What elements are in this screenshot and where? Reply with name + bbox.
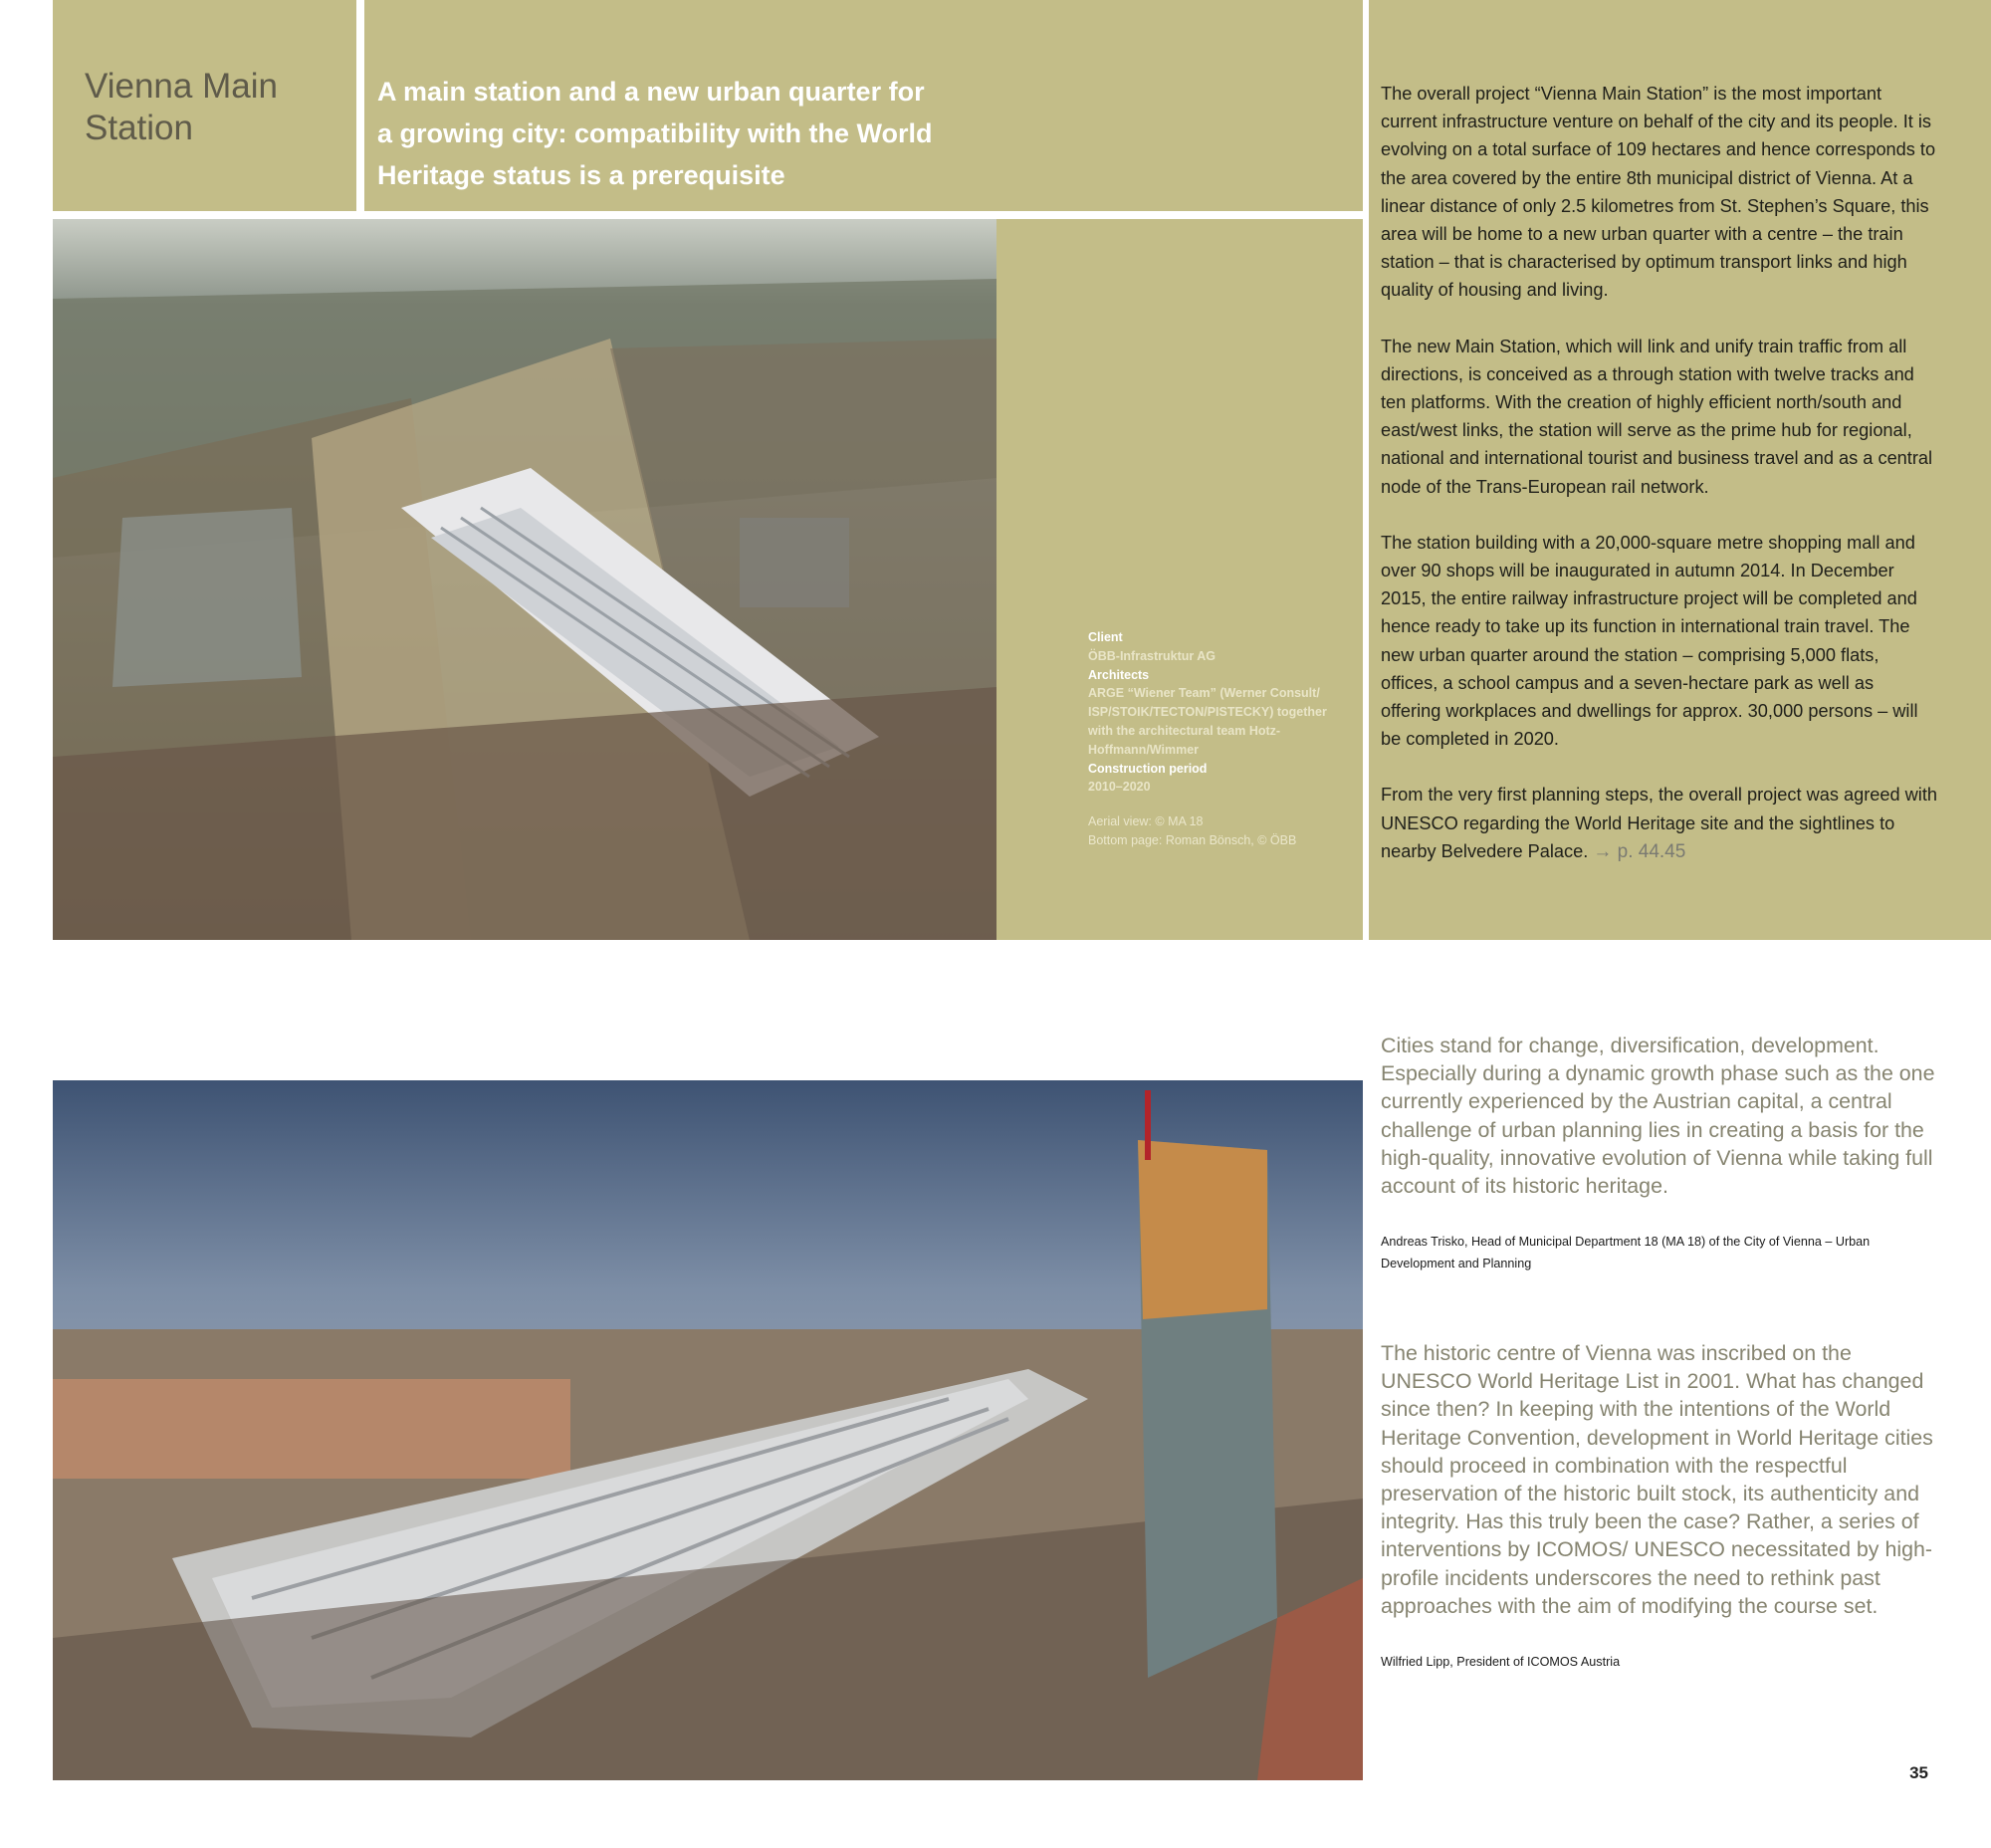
aerial-photo [53,219,996,940]
architects-value: ARGE “Wiener Team” (Werner Consult/ ISP/STOIK/TECTON/PISTECKY) together with the architectural team Hotz-Hoffmann/Wimmer [1088,686,1327,757]
architects-label: Architects [1088,667,1150,682]
station-panorama-photo [53,1080,1363,1780]
client-value: ÖBB-Infrastruktur AG [1088,648,1217,663]
page-subtitle: A main station and a new urban quarter for a growing city: compatibility with the World Heritage status is a prerequisite [377,77,933,190]
quote-lipp-attribution: Wilfried Lipp, President of ICOMOS Austria [1381,1655,1621,1669]
body-paragraph-1: The overall project “Vienna Main Station” is the most important current infrastructure venture on behalf of the city and its people. It is evolving on a total surface of 109 hectares and hence corresponds to the area covered by the entire 8th municipal district of Vienna. At a linear distance of only 2.5 kilometres from St. Stephen’s Square, this area will be home to a new urban quarter with a centre – the train station – that is characterised by optimum transport links and high quality of housing and living. [1381,84,1936,301]
body-paragraph-4 [1381,781,1938,866]
page-title: Vienna Main Station [85,67,278,147]
client-label: Client [1088,630,1123,644]
page-number: 35 [1909,1763,1928,1782]
quote-lipp: The historic centre of Vienna was inscribed on the UNESCO World Heritage List in 2001. What has changed since then? In keeping with the intentions of the World Heritage Convention, development in World Heritage cities should proceed in combination with the respectful preservation of the historic built stock, its authenticity and integrity. Has this truly been the case? Rather, a series of interventions by ICOMOS/ UNESCO necessitated by high-profile incidents underscores the need to rethink past approaches with the aim of modifying the course set. [1381,1341,1933,1618]
quote-trisko-attribution: Andreas Trisko, Head of Municipal Department 18 (MA 18) of the City of Vienna – Urban Development and Planning [1381,1235,1871,1270]
photo-credit-aerial: Aerial view: © MA 18 [1088,814,1204,829]
photo-credit-bottom: Bottom page: Roman Bönsch, © ÖBB [1088,832,1297,847]
body-text [1381,80,1938,894]
period-label: Construction period [1088,761,1208,776]
body-paragraph-2: The new Main Station, which will link and unify train traffic from all directions, is conceived as a through station with twelve tracks and ten platforms. With the creation of highly efficient north/south and east/west links, the station will serve as the prime hub for regional, national and international tourist and business travel and as a central node of the Trans-European rail network. [1381,336,1933,497]
quote-trisko: Cities stand for change, diversification, development. Especially during a dynamic growth phase such as the one currently experienced by the Austrian capital, a central challenge of urban planning lies in creating a basis for the high-quality, innovative evolution of Vienna while taking full account of its historic heritage. [1381,1034,1935,1199]
body-paragraph-4-text: From the very first planning steps, the overall project was agreed with UNESCO regarding the World Heritage site and the sightlines to nearby Belvedere Palace. [1381,785,1938,861]
body-paragraph-3: The station building with a 20,000-square metre shopping mall and over 90 shops will be inaugurated in autumn 2014. In December 2015, the entire railway infrastructure project will be completed and hence ready to take up its function in international train travel. The new urban quarter around the station – comprising 5,000 flats, offices, a school campus and a seven-hectare park as well as offering workplaces and dwellings for approx. 30,000 persons – will be completed in 2020. [1381,532,1918,750]
period-value: 2010–2020 [1088,780,1151,795]
page-reference-link[interactable]: → p. 44.45 [1593,840,1686,862]
project-credits [1088,628,1337,850]
